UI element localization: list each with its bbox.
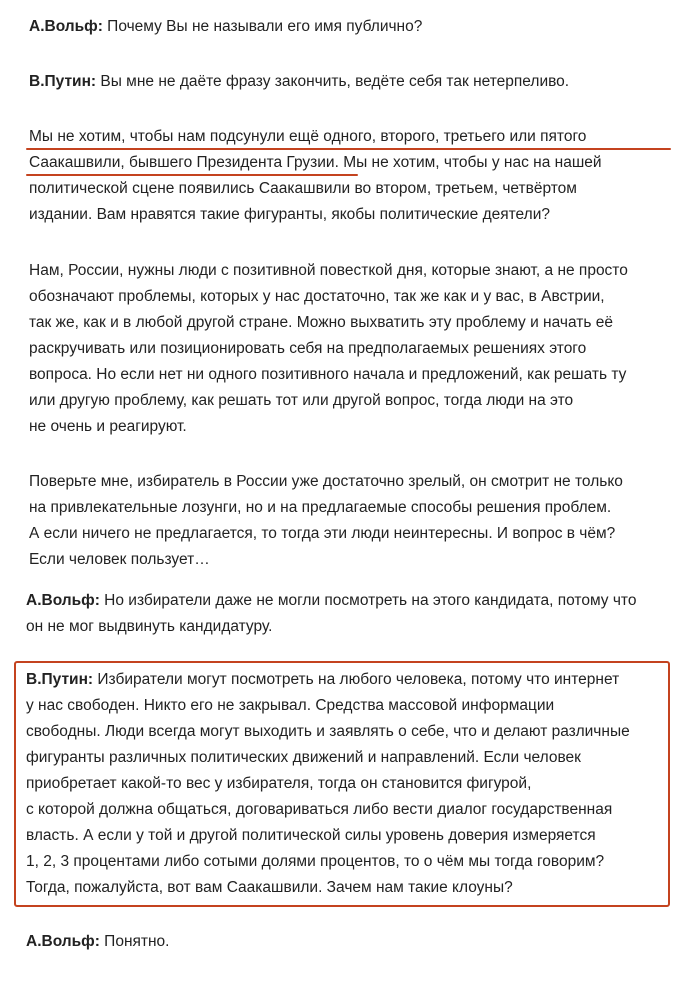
paragraph-putin-reply bbox=[29, 69, 569, 95]
speech-text: Понятно. bbox=[99, 933, 170, 950]
paragraph-wolf-candidate bbox=[26, 588, 636, 640]
text-line: Если человек пользует… bbox=[29, 551, 210, 568]
paragraph-positive-agenda bbox=[29, 258, 628, 440]
text-line bbox=[26, 667, 630, 693]
speaker-label: А.Вольф: bbox=[29, 18, 103, 35]
text-line: фигуранты различных политических движений и направлений. Если человек bbox=[26, 749, 581, 766]
paragraph-putin-internet bbox=[26, 667, 630, 901]
red-underline-mark bbox=[26, 148, 671, 150]
paragraph-saakashvili bbox=[29, 124, 602, 228]
text-line bbox=[29, 14, 422, 40]
text-line: приобретает какой-то вес у избирателя, тогда он становится фигурой, bbox=[26, 775, 532, 792]
text-line bbox=[26, 929, 169, 955]
speech-text: Вы мне не даёте фразу закончить, ведёте себя так нетерпеливо. bbox=[96, 73, 570, 90]
red-underline-mark bbox=[26, 174, 358, 176]
text-line: свободны. Люди всегда могут выходить и заявлять о себе, что и делают различные bbox=[26, 723, 630, 740]
text-line: Нам, России, нужны люди с позитивной повесткой дня, которые знают, а не просто bbox=[29, 262, 628, 279]
text-line: власть. А если у той и другой политической силы уровень доверия измеряется bbox=[26, 827, 596, 844]
text-line: на привлекательные лозунги, но и на предлагаемые способы решения проблем. bbox=[29, 499, 612, 516]
text-line: издании. Вам нравятся такие фигуранты, якобы политические деятели? bbox=[29, 206, 550, 223]
text-line: у нас свободен. Никто его не закрывал. Средства массовой информации bbox=[26, 697, 555, 714]
speech-text: Почему Вы не называли его имя публично? bbox=[102, 18, 423, 35]
text-line: 1, 2, 3 процентами либо сотыми долями процентов, то о чём мы тогда говорим? bbox=[26, 853, 605, 870]
text-line: или другую проблему, как решать тот или другой вопрос, тогда люди на это bbox=[29, 392, 574, 409]
text-line: политической сцене появились Саакашвили во втором, третьем, четвёртом bbox=[29, 180, 577, 197]
text-line bbox=[29, 150, 602, 176]
text-line: он не мог выдвинуть кандидатуру. bbox=[26, 618, 273, 635]
text-line: Поверьте мне, избиратель в России уже достаточно зрелый, он смотрит не только bbox=[29, 473, 623, 490]
text-line: с которой должна общаться, договариваться либо вести диалог государственная bbox=[26, 801, 613, 818]
text-line: вопроса. Но если нет ни одного позитивного начала и предложений, как решать ту bbox=[29, 366, 627, 383]
text-line: А если ничего не предлагается, то тогда эти люди неинтересны. И вопрос в чём? bbox=[29, 525, 616, 542]
speaker-label: А.Вольф: bbox=[26, 592, 100, 609]
text-line: не очень и реагируют. bbox=[29, 418, 187, 435]
paragraph-wolf-question bbox=[29, 14, 422, 40]
paragraph-wolf-understood bbox=[26, 929, 169, 955]
text-line: Мы не хотим, чтобы нам подсунули ещё одного, второго, третьего или пятого bbox=[29, 128, 587, 145]
paragraph-mature-voter bbox=[29, 469, 623, 573]
text-line bbox=[26, 588, 636, 614]
speech-text: Избиратели могут посмотреть на любого человека, потому что интернет bbox=[93, 671, 620, 688]
speaker-label: А.Вольф: bbox=[26, 933, 100, 950]
text-line: Тогда, пожалуйста, вот вам Саакашвили. Зачем нам такие клоуны? bbox=[26, 879, 513, 896]
text-line: раскручивать или позиционировать себя на предполагаемых решениях этого bbox=[29, 340, 587, 357]
speech-text: . Мы не хотим, чтобы у нас на нашей bbox=[334, 154, 602, 171]
speaker-label: В.Путин: bbox=[29, 73, 97, 90]
speaker-label: В.Путин: bbox=[26, 671, 94, 688]
underlined-phrase: Саакашвили, бывшего Президента Грузии bbox=[29, 154, 335, 171]
text-line: обозначают проблемы, которых у нас достаточно, так же как и у вас, в Австрии, bbox=[29, 288, 605, 305]
speech-text: Но избиратели даже не могли посмотреть на этого кандидата, потому что bbox=[99, 592, 637, 609]
text-line: так же, как и в любой другой стране. Можно выхватить эту проблему и начать её bbox=[29, 314, 613, 331]
text-line bbox=[29, 69, 569, 95]
